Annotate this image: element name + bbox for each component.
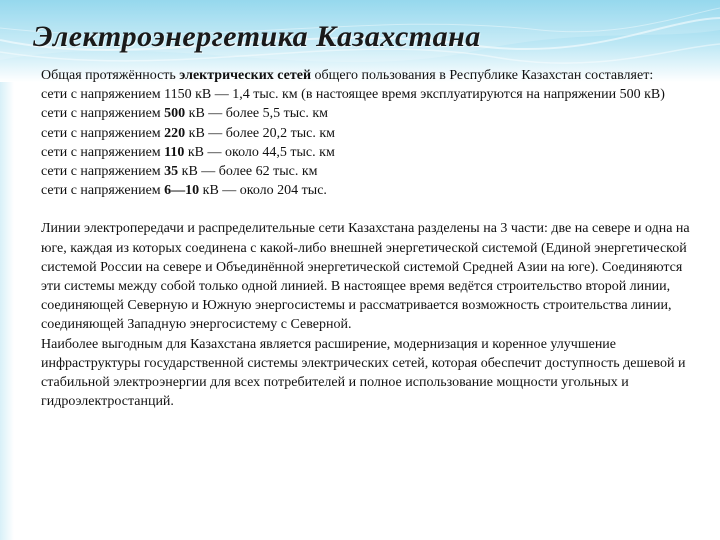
voltage-line: сети с напряжением 35 кВ — более 62 тыс. км xyxy=(41,164,318,180)
modernization-paragraph: Наиболее выгодным для Казахстана является расширение, модернизация и коренное улучшение инфраструктуры государственной системы электрических сетей, которая обеспечит доступность дешевой и стабильной электроэнергии для всех потребителей и полное использование мощности угольных и гидроэлектростанций. xyxy=(41,336,686,410)
grid-structure-paragraph: Линии электропередачи и распределительные сети Казахстана разделены на 3 части: две на севере и одна на юге, каждая из которых соединена с какой-либо внешней энергетической системой (Единой энергетической системой России на севере и Объединённой энергетической системой Средней Азии на юге). Соединяются эти системы между собой только одной линией. В настоящее время ведётся строительство второй линии, соединяющей Северную и Южную энергосистемы и рассматривается возможность строительства линии, соединяющей Западную энергосистему с Северной. xyxy=(41,221,690,333)
voltage-line: сети с напряжением 500 кВ — более 5,5 тыс. км xyxy=(41,106,329,122)
voltage-line: сети с напряжением 110 кВ — около 44,5 тыс. км xyxy=(41,144,335,160)
voltage-line: сети с напряжением 6—10 кВ — около 204 тыс. xyxy=(41,183,327,199)
voltage-line: сети с напряжением 1150 кВ — 1,4 тыс. км (в настоящее время эксплуатируются на напряжении 500 кВ) xyxy=(41,87,665,103)
intro-bold-term: электрических сетей xyxy=(179,68,312,83)
left-edge-decoration xyxy=(0,82,14,540)
slide-title: Электроэнергетика Казахстана xyxy=(33,20,481,53)
intro-text-1: Общая протяжённость xyxy=(41,68,180,83)
intro-paragraph xyxy=(41,66,691,85)
slide-content xyxy=(41,66,691,411)
voltage-line: сети с напряжением 220 кВ — более 20,2 тыс. км xyxy=(41,125,336,141)
intro-text-2: общего пользования в Республике Казахстан составляет: xyxy=(311,68,654,83)
paragraph-gap xyxy=(41,200,691,219)
